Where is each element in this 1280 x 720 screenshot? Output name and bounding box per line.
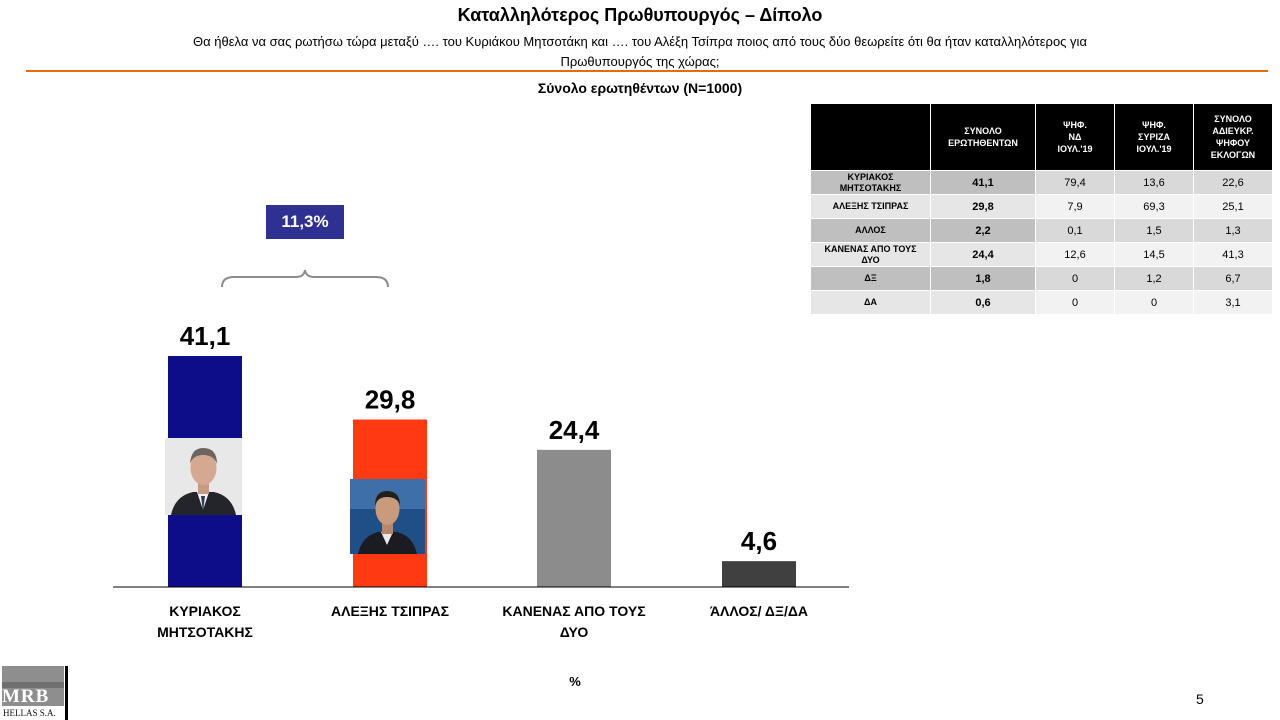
table-header-row	[811, 104, 1273, 171]
category-label: ΑΛΕΞΗΣ ΤΣΙΠΡΑΣ	[331, 603, 449, 619]
bar	[722, 561, 796, 587]
category-label: ΚΥΡΙΑΚΟΣ ΜΗΤΣΟΤΑΚΗΣ	[157, 603, 253, 640]
table-header-cell: ΣΥΝΟΛΟ ΕΡΩΤΗΘΕΝΤΩΝ	[931, 104, 1036, 171]
table-header-cell: ΣΥΝΟΛΟ ΑΔΙΕΥΚΡ. ΨΗΦΟΥ ΕΚΛΟΓΩΝ	[1194, 104, 1273, 171]
table-row-label: ΚΥΡΙΑΚΟΣ ΜΗΤΣΟΤΑΚΗΣ	[811, 171, 931, 195]
table-cell: 1,5	[1115, 219, 1194, 243]
table-row	[811, 219, 1273, 243]
table-cell: 24,4	[931, 243, 1036, 267]
table-row-label: ΑΛΕΞΗΣ ΤΣΙΠΡΑΣ	[811, 195, 931, 219]
crosstab-table	[810, 103, 1273, 315]
mitsotakis-photo	[165, 438, 242, 515]
table-cell: 13,6	[1115, 171, 1194, 195]
table-cell: 2,2	[931, 219, 1036, 243]
bar-value-label: 41,1	[179, 321, 231, 351]
table-cell: 1,2	[1115, 267, 1194, 291]
table-cell: 7,9	[1036, 195, 1115, 219]
table-row	[811, 171, 1273, 195]
category-label: ΚΑΝΕΝΑΣ ΑΠΟ ΤΟΥΣ ΔΥΟ	[502, 603, 646, 640]
table-row	[811, 267, 1273, 291]
table-row	[811, 291, 1273, 315]
table-cell: 69,3	[1115, 195, 1194, 219]
table-cell: 6,7	[1194, 267, 1273, 291]
table-cell: 22,6	[1194, 171, 1273, 195]
unit-label: %	[569, 674, 581, 689]
bar	[537, 450, 611, 587]
difference-brace	[222, 270, 388, 287]
table-cell: 0	[1036, 291, 1115, 315]
difference-badge: 11,3%	[266, 205, 344, 239]
table-cell: 0	[1036, 267, 1115, 291]
page-number: 5	[1196, 691, 1204, 707]
table-cell: 14,5	[1115, 243, 1194, 267]
table-row	[811, 195, 1273, 219]
table-row	[811, 243, 1273, 267]
table-cell: 0,1	[1036, 219, 1115, 243]
table-cell: 0	[1115, 291, 1194, 315]
table-cell: 79,4	[1036, 171, 1115, 195]
table-row-label: ΔΑ	[811, 291, 931, 315]
table-cell: 1,8	[931, 267, 1036, 291]
bar-value-label: 24,4	[548, 414, 600, 445]
table-cell: 41,3	[1194, 243, 1273, 267]
question-text: Θα ήθελα να σας ρωτήσω τώρα μεταξύ …. του Κυριάκου Μητσοτάκη και …. του Αλέξη Τσίπρα ποιος από τους δύο θεωρείτε ότι θα ήταν καταλληλότερος για Πρωθυπουργός της χώρας;	[193, 34, 1087, 69]
table-row-label: ΔΞ	[811, 267, 931, 291]
table-cell: 12,6	[1036, 243, 1115, 267]
bar-value-label: 29,8	[364, 384, 416, 415]
table-cell: 1,3	[1194, 219, 1273, 243]
table-header-cell: ΨΗΦ. ΣΥΡΙΖΑ ΙΟΥΛ.'19	[1115, 104, 1194, 171]
tsipras-photo	[350, 479, 425, 554]
logo-text: MRB	[2, 686, 50, 707]
table-cell: 25,1	[1194, 195, 1273, 219]
page-title: Καταλληλότερος Πρωθυπουργός – Δίπολο	[457, 5, 823, 25]
table-header-cell	[811, 104, 931, 171]
table-header-cell: ΨΗΦ. ΝΔ ΙΟΥΛ.'19	[1036, 104, 1115, 171]
table-row-label: ΑΛΛΟΣ	[811, 219, 931, 243]
table-cell: 29,8	[931, 195, 1036, 219]
sample-base-label: Σύνολο ερωτηθέντων (N=1000)	[537, 80, 743, 96]
table-cell: 3,1	[1194, 291, 1273, 315]
table-cell: 0,6	[931, 291, 1036, 315]
category-label: ΆΛΛΟΣ/ ΔΞ/ΔΑ	[709, 603, 809, 619]
bar-value-label: 4,6	[740, 526, 778, 557]
logo-subtext: HELLAS S.A.	[3, 708, 56, 718]
table-cell: 41,1	[931, 171, 1036, 195]
table-row-label: ΚΑΝΕΝΑΣ ΑΠΟ ΤΟΥΣ ΔΥΟ	[811, 243, 931, 267]
